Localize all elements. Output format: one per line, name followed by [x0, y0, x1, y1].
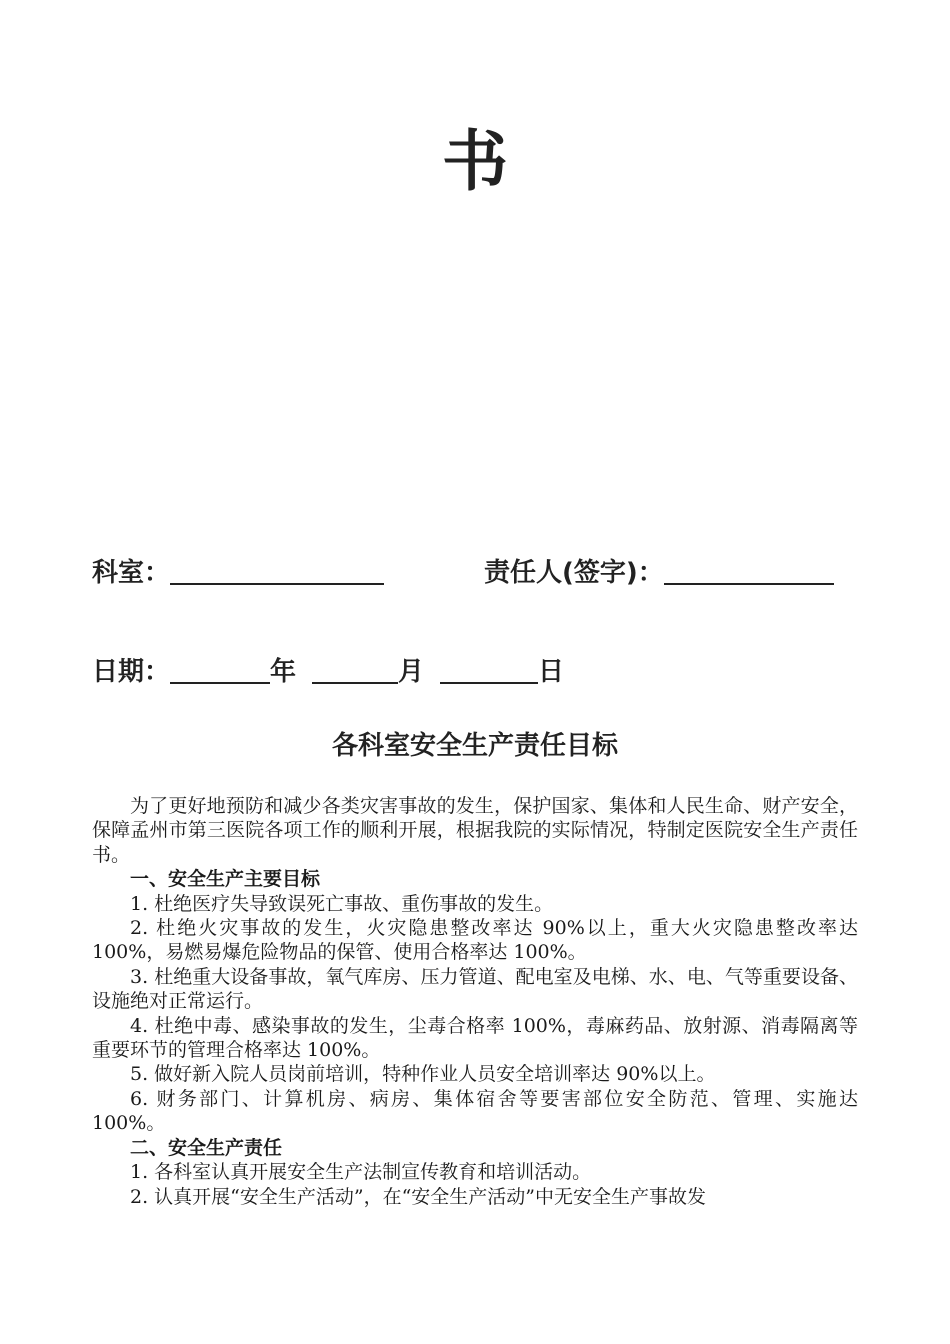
dept-label: 科室：: [92, 558, 171, 588]
signature-blank-line[interactable]: [664, 557, 834, 585]
day-label: 日: [538, 657, 565, 687]
list-item: 1. 杜绝医疗失导致误死亡事故、重伤事故的发生。: [130, 892, 554, 915]
list-item: 2. 认真开展“安全生产活动”，在“安全生产活动”中无安全生产事故发: [130, 1185, 707, 1208]
date-row: [92, 655, 564, 689]
date-label: 日期：: [92, 657, 171, 687]
intro-paragraph: 为了更好地预防和减少各类灾害事故的发生，保护国家、集体和人民生命、财产安全，保障孟州市第三医院各项工作的顺利开展，根据我院的实际情况，特制定医院安全生产责任书。: [92, 795, 858, 866]
year-blank-line[interactable]: [170, 656, 270, 684]
section-heading-responsibilities: 二、安全生产责任: [130, 1136, 283, 1159]
list-item: 6. 财务部门、计算机房、病房、集体宿舍等要害部位安全防范、管理、实施达 100%。: [92, 1087, 858, 1135]
dept-blank-line[interactable]: [170, 557, 384, 585]
day-blank-line[interactable]: [440, 656, 538, 684]
list-item: 3. 杜绝重大设备事故，氧气库房、压力管道、配电室及电梯、水、电、气等重要设备、设施绝对正常运行。: [92, 965, 858, 1013]
dept-signature-row: [92, 556, 834, 590]
list-item: 1. 各科室认真开展安全生产法制宣传教育和培训活动。: [130, 1161, 592, 1184]
cover-title: 书: [442, 123, 508, 200]
responsible-person-label: 责任人(签字)：: [484, 558, 664, 588]
section-title: 各科室安全生产责任目标: [331, 731, 618, 761]
list-item: 4. 杜绝中毒、感染事故的发生，尘毒合格率 100%，毒麻药品、放射源、消毒隔离等重要环节的管理合格率达 100%。: [92, 1014, 858, 1062]
month-blank-line[interactable]: [312, 656, 398, 684]
month-label: 月: [398, 657, 425, 687]
body-text: [92, 794, 858, 1209]
section-heading-goals: 一、安全生产主要目标: [130, 868, 321, 891]
year-label: 年: [270, 657, 297, 687]
list-item: 5. 做好新入院人员岗前培训，特种作业人员安全培训率达 90%以上。: [130, 1063, 716, 1086]
list-item: 2. 杜绝火灾事故的发生，火灾隐患整改率达 90%以上，重大火灾隐患整改率达 100%，易燃易爆危险物品的保管、使用合格率达 100%。: [92, 917, 858, 964]
